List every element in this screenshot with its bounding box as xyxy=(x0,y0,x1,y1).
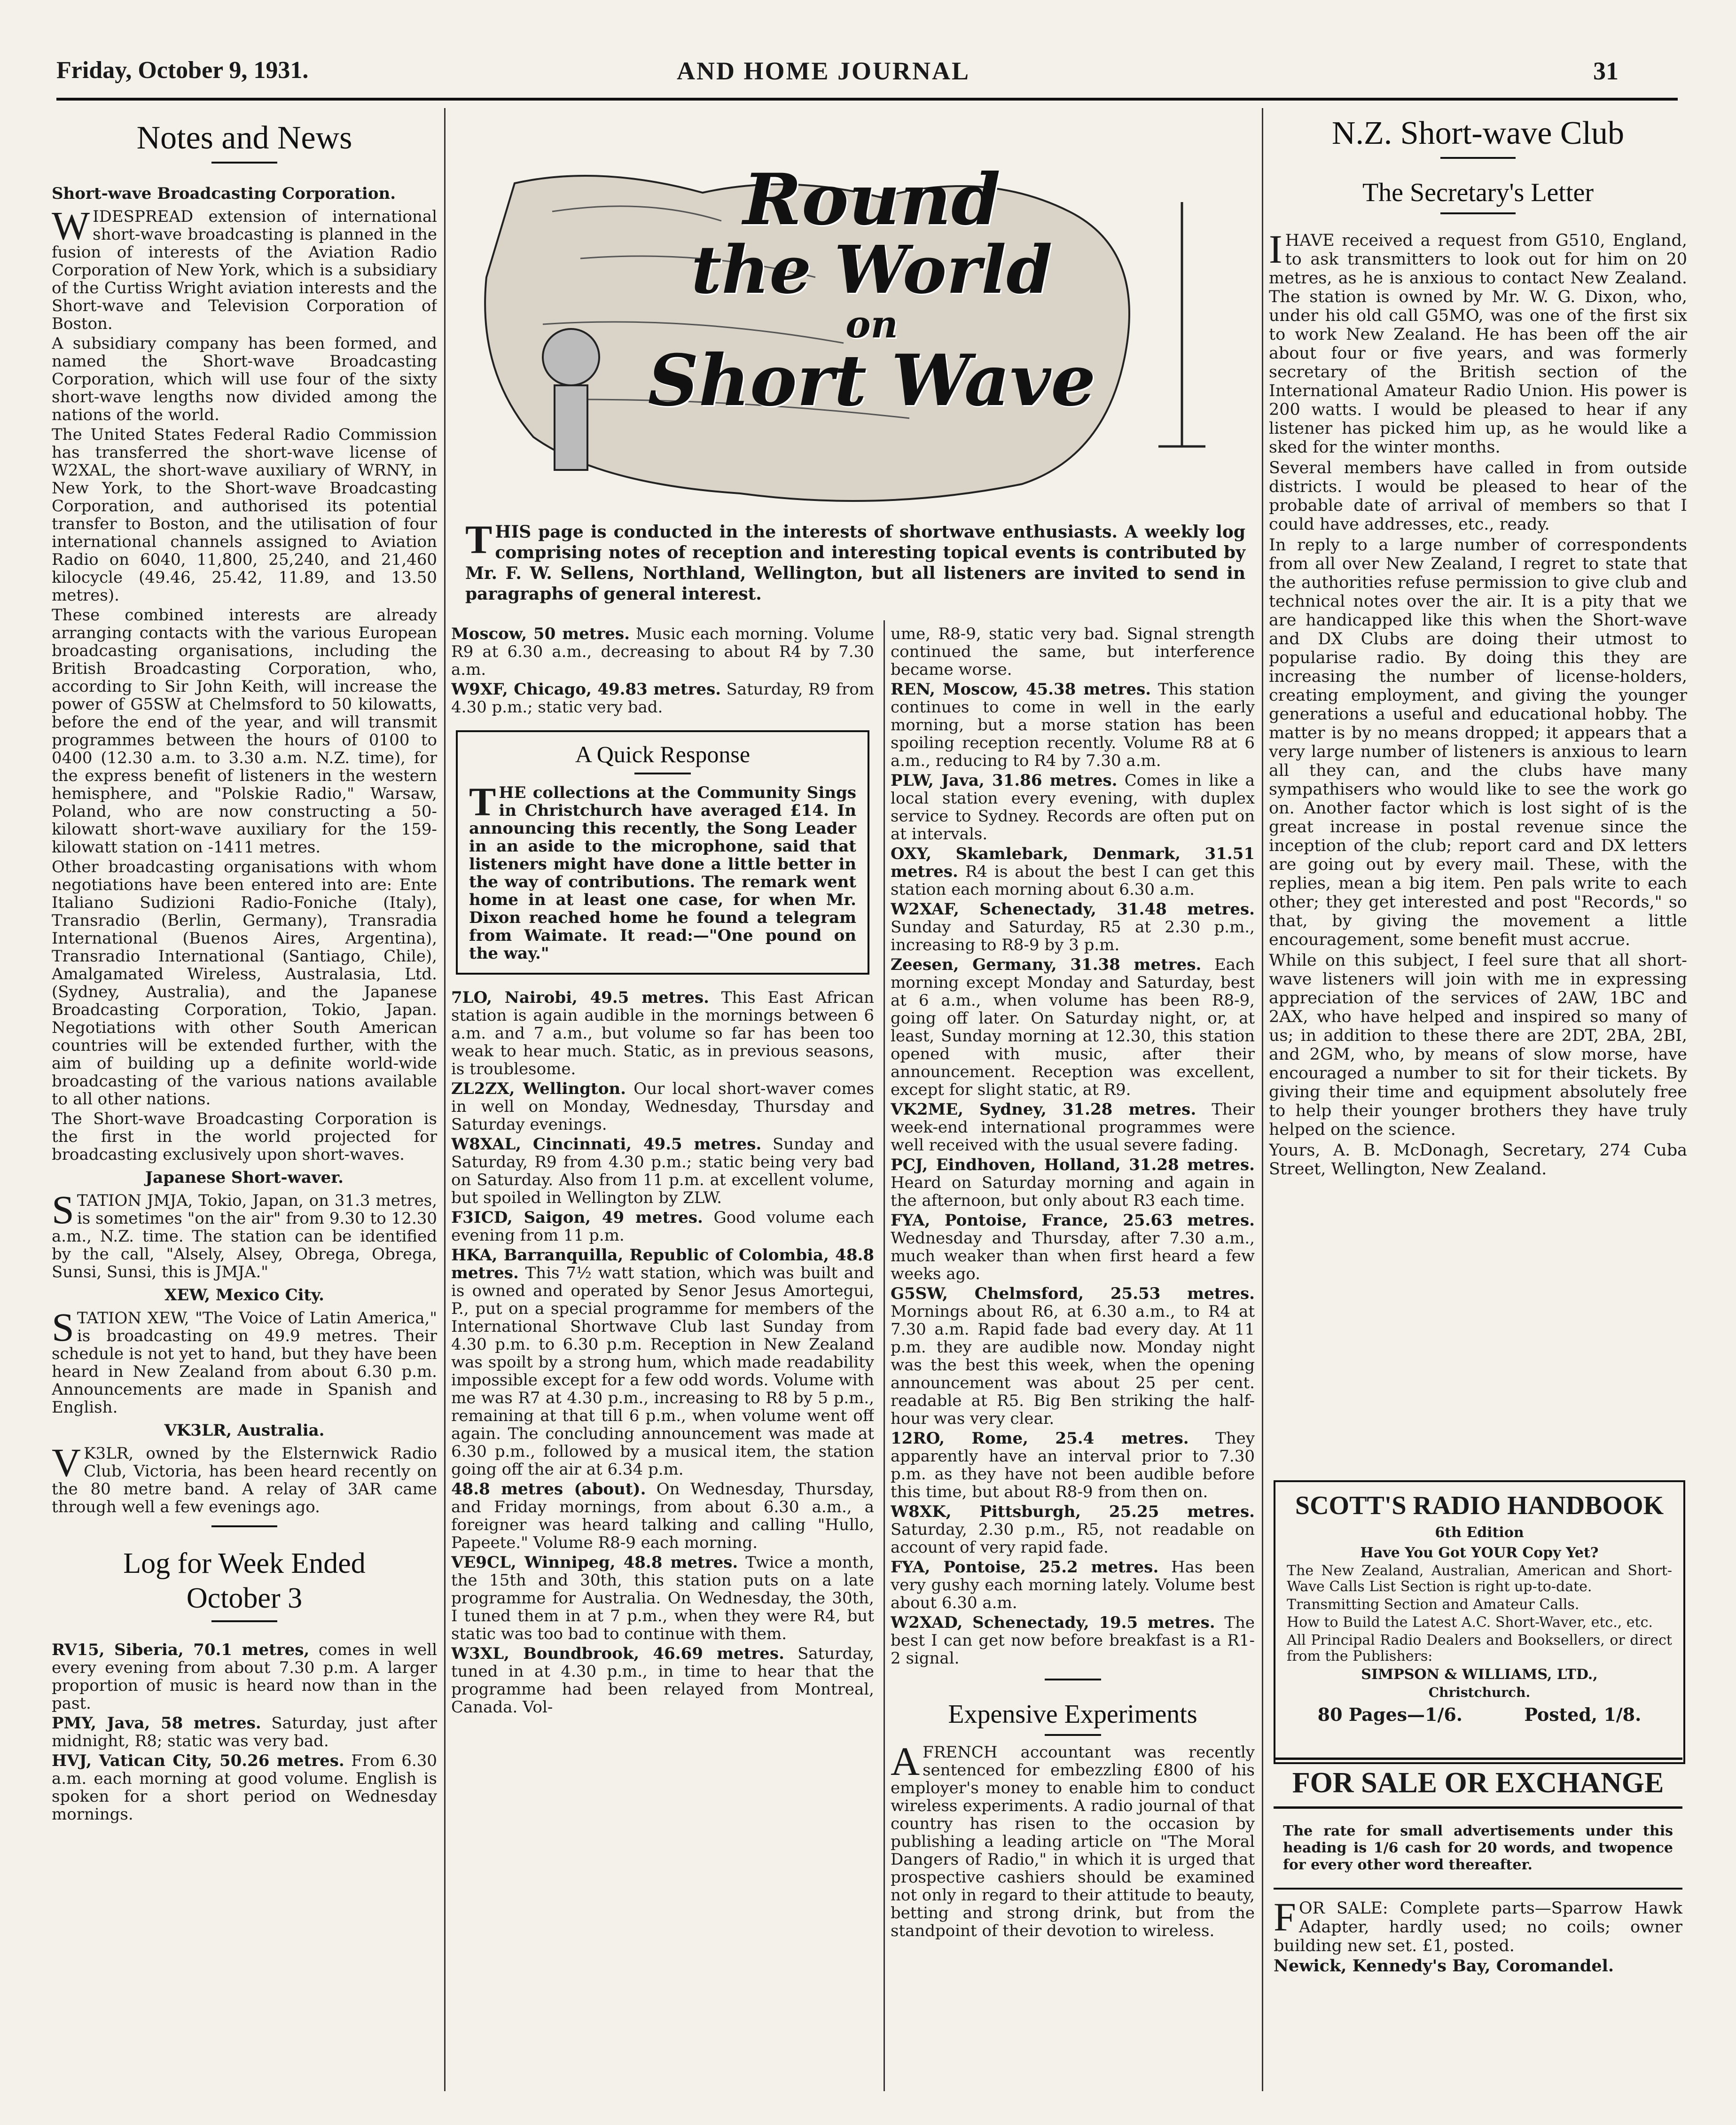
log-entry: VK2ME, Sydney, 31.28 metres. Their week-end international programmes were well received with the usual severe fading. xyxy=(891,1100,1255,1155)
notes-paragraph: V K3LR, owned by the Elsternwick Radio Club, Victoria, has been heard recently on the 80 metre band. A relay of 3AR came through well a few evenings ago. xyxy=(52,1440,437,1516)
column-rule xyxy=(884,620,885,2091)
log-entry: 48.8 metres (about). On Wednesday, Thursday, and Friday mornings, from about 6.30 a.m., a foreigner was heard talking and calling "Hullo, Papeete." Volume R8-9 each morning. xyxy=(451,1480,874,1552)
club-column xyxy=(1269,113,1687,1316)
column-rule xyxy=(1262,108,1263,2091)
ad-price: 80 Pages—1/6. Posted, 1/8. xyxy=(1317,1704,1642,1725)
ad-line: How to Build the Latest A.C. Short-Waver, etc., etc. xyxy=(1287,1614,1653,1631)
log-entry: HKA, Barranquilla, Republic of Colombia, 48.8 metres. This 7½ watt station, which was built and is owned and operated by Senor Jesus Amortegui, P., put on a special programme for members of the International Shortwave Club last Sunday from 4.30 p.m. to 6.30 p.m. Reception in New Zealand was spoilt by a strong hum, which made readability impossible except for a few odd words. Volume with me was R7 at 4.30 p.m., increasing to R8 by 5 p.m., remaining at that till 6 p.m., when volume went off again. The concluding announcement was made at 6.30 p.m., followed by a musical item, the station going off the air at 6.34 p.m. xyxy=(451,1246,874,1479)
ad-publisher: SIMPSON & WILLIAMS, LTD., xyxy=(1361,1666,1598,1683)
ad-title: SCOTT'S RADIO HANDBOOK xyxy=(1295,1491,1664,1520)
page-number: 31 xyxy=(1593,57,1619,85)
log-entry: FYA, Pontoise, France, 25.63 metres. Wednesday and Thursday, after 7.30 a.m., much weaker than when first heard a few weeks ago. xyxy=(891,1211,1255,1283)
log-entry: PMY, Java, 58 metres. Saturday, just after midnight, R8; static was very bad. xyxy=(52,1714,437,1750)
log-entry: W3XL, Boundbrook, 46.69 metres. Saturday, tuned in at 4.30 p.m., in time to hear that the programme had been relayed from Montreal, Canada. Vol- xyxy=(451,1644,874,1717)
log-middle-column xyxy=(451,625,874,2115)
feature-intro: THIS page is conducted in the interests of shortwave enthusiasts. A weekly log comprising notes of reception and interesting topical events is contributed by Mr. F. W. Sellens, Northland, Wellington, but all listeners are invited to send in paragraphs of general interest. xyxy=(465,517,1245,604)
ad-line: All Principal Radio Dealers and Booksellers, or direct from the Publishers: xyxy=(1287,1632,1672,1664)
log-entry: RV15, Siberia, 70.1 metres, comes in well every evening from about 7.30 p.m. A larger proportion of music is heard now than in the past. xyxy=(52,1641,437,1713)
notes-paragraph: STATION JMJA, Tokio, Japan, on 31.3 metres, is sometimes "on the air" from 9.30 to 12.30 a.m., N.Z. time. The station can be identified by the call, "Alsely, Alsey, Obrega, Obrega, Sunsi, Sunsi, this is JMJA." xyxy=(52,1187,437,1281)
ad-edition: 6th Edition xyxy=(1435,1524,1524,1541)
log-entry: Moscow, 50 metres. Music each morning. Volume R9 at 6.30 a.m., decreasing to about R4 by 7.30 a.m. xyxy=(451,625,874,679)
log-entry: REN, Moscow, 45.38 metres. This station continues to come in well in the early morning, but a morse station has been spoiling reception recently. Volume R8 at 6 a.m., reducing to R4 by 7.30 a.m. xyxy=(891,680,1255,770)
club-paragraph: In reply to a large number of correspondents from all over New Zealand, I regret to state that the authorities refuse permission to give club and technical notes over the air. It is a pity that we are handicapped like this when the Short-wave and DX Clubs are doing their utmost to popularise radio. By doing this they are increasing the number of license-holders, creating employment, and giving the younger generations a useful and educational hobby. The matter is by no means dropped; it appears that a very large number of listeners is anxious to learn all they can, and the clubs have many sympathisers who would like to see the work go on. Another factor which is lost sight of is the great increase in postal revenue since the inception of the club; report card and DX letters are going out by every mail. These, with the replies, mean a big item. Pen pals write to each other; they get interested and post "Records," so that, by giving the movement a little encouragement, some benefit must accrue. xyxy=(1269,536,1687,949)
column-rule xyxy=(444,108,446,2091)
header-rule xyxy=(56,98,1678,101)
club-title: N.Z. Short-wave Club xyxy=(1331,115,1625,151)
page-date: Friday, October 9, 1931. xyxy=(56,57,309,84)
club-signature: Yours, A. B. McDonagh, Secretary, 274 Cuba Street, Wellington, New Zealand. xyxy=(1269,1141,1687,1179)
log-entry: PLW, Java, 31.86 metres. Comes in like a local station every evening, with duplex service to Sydney. Records are often put on at intervals. xyxy=(891,771,1255,844)
ad-question: Have You Got YOUR Copy Yet? xyxy=(1360,1545,1599,1561)
for-sale-title: FOR SALE OR EXCHANGE xyxy=(1274,1758,1682,1809)
for-sale-item: FOR SALE: Complete parts—Sparrow Hawk Adapter, hardly used; no coils; owner building new set. £1, posted. xyxy=(1274,1894,1682,1955)
notes-paragraph: The Short-wave Broadcasting Corporation is the first in the world projected for broadcasting exclusively upon short-waves. xyxy=(52,1109,437,1164)
title-rule xyxy=(1440,212,1516,214)
notes-subhead: Japanese Short-waver. xyxy=(145,1168,344,1187)
notes-paragraph: STATION XEW, "The Voice of Latin America," is broadcasting on 49.9 metres. Their schedule is not yet to hand, but they have been heard in New Zealand from about 6.30 p.m. Announcements are made in Spanish and English. xyxy=(52,1305,437,1417)
banner-title: Round the World on Short Wave xyxy=(648,158,1096,422)
section-rule xyxy=(211,1525,277,1527)
expensive-experiments-title: Expensive Experiments xyxy=(948,1700,1197,1729)
title-rule xyxy=(211,1620,277,1622)
masthead: AND HOME JOURNAL xyxy=(677,57,970,85)
title-rule xyxy=(634,773,691,774)
log-entry: HVJ, Vatican City, 50.26 metres. From 6.30 a.m. each morning at good volume. English is spoken for a short period on Wednesday mornings. xyxy=(52,1751,437,1824)
scotts-handbook-ad xyxy=(1274,1480,1685,1764)
notes-column xyxy=(52,113,437,2110)
notes-title: Notes and News xyxy=(136,120,352,156)
notes-subhead: XEW, Mexico City. xyxy=(164,1286,324,1305)
log-title: Log for Week Ended October 3 xyxy=(123,1547,366,1614)
club-paragraph: Several members have called in from outside districts. I would be pleased to hear of the probable date of arrival of members so that I could have addresses, etc., ready. xyxy=(1269,459,1687,534)
notes-paragraph: A subsidiary company has been formed, and named the Short-wave Broadcasting Corporation, which will use four of the sixty short-wave lengths now divided among the nations of the world. xyxy=(52,334,437,424)
log-entry: W8XK, Pittsburgh, 25.25 metres. Saturday, 2.30 p.m., R5, not readable on account of very rapid fade. xyxy=(891,1502,1255,1557)
club-paragraph: While on this subject, I feel sure that all short-wave listeners will join with me in expressing appreciation of the services of 2AW, 1BC and 2AX, who have helped and inspired so many of us; in addition to these there are 2DT, 2BA, 2BI, and 2GM, who, by means of slow morse, have encouraged a number to sit for their tickets. By giving their time and equipment absolutely free to help their younger brothers they have truly helped on the science. xyxy=(1269,951,1687,1139)
section-rule xyxy=(1045,1679,1101,1680)
notes-paragraph: The United States Federal Radio Commission has transferred the short-wave license of W2XAL, the short-wave auxiliary of WRNY, in New York, to the Short-wave Broadcasting Corporation, and authorised its potential transfer to Boston, and the utilisation of four international channels assigned to Aviation Radio on 6040, 11,800, 25,240, and 21,460 kilocycle (49.46, 25.42, 11.89, and 13.50 metres). xyxy=(52,425,437,605)
notes-paragraph: WIDESPREAD extension of international short-wave broadcasting is planned in the fusion of interests of the Aviation Radio Corporation of New York, which is a subsidiary of the Curtiss Wright aviation interests and the Short-wave and Television Corporation of Boston. xyxy=(52,203,437,333)
log-right-column xyxy=(891,625,1255,2115)
log-entry: W8XAL, Cincinnati, 49.5 metres. Sunday and Saturday, R9 from 4.30 p.m.; static being very bad on Saturday. Also from 11 p.m. at excellent volume, but spoiled in Wellington by ZLW. xyxy=(451,1135,874,1207)
log-entry: 12RO, Rome, 25.4 metres. They apparently have an interval prior to 7.30 p.m. as they have not been audible before this time, but about R8-9 from then on. xyxy=(891,1429,1255,1501)
log-entry: W9XF, Chicago, 49.83 metres. Saturday, R9 from 4.30 p.m.; static very bad. xyxy=(451,680,874,717)
log-entry: FYA, Pontoise, 25.2 metres. Has been very gushy each morning lately. Volume best about 6.30 a.m. xyxy=(891,1558,1255,1612)
ad-city: Christchurch. xyxy=(1428,1685,1531,1700)
log-entry: OXY, Skamlebark, Denmark, 31.51 metres. R4 is about the best I can get this station each morning about 6.30 a.m. xyxy=(891,844,1255,899)
divider xyxy=(1274,1888,1682,1890)
for-sale-rate: The rate for small advertisements under this heading is 1/6 cash for 20 words, and twopence for every other word thereafter. xyxy=(1283,1823,1673,1873)
quick-response-box: A Quick Response THE collections at the Community Sings in Christchurch have averaged £14. In announcing this recently, the Song Leader in an aside to the microphone, said that listeners might have done a little better in the way of contributions. The remark went home in at least one case, for when Mr. Dixon reached home he found a telegram from Waimate. It read:—"One pound on the way." xyxy=(456,730,869,975)
log-entry: PCJ, Eindhoven, Holland, 31.28 metres. Heard on Saturday morning and again in the afternoon, but only about R3 each time. xyxy=(891,1156,1255,1210)
ad-line: Transmitting Section and Amateur Calls. xyxy=(1287,1596,1580,1613)
notes-subhead: VK3LR, Australia. xyxy=(164,1421,325,1440)
ad-line: The New Zealand, Australian, American and Short-Wave Calls List Section is right up-to-date. xyxy=(1287,1562,1672,1595)
log-entry: G5SW, Chelmsford, 25.53 metres. Mornings about R6, at 6.30 a.m., to R4 at 7.30 a.m. Rapid fade bad every day. At 11 p.m. they are audible now. Monday night was the best this week, when the opening announcement was about 25 per cent. readable at R5. Big Ben striking the half-hour was very clear. xyxy=(891,1284,1255,1428)
notes-paragraph: These combined interests are already arranging contacts with the various European broadcasting organisations, including the British Broadcasting Corporation, who, according to Sir John Keith, will increase the power of G5SW at Chelmsford to 50 kilowatts, before the end of the year, and will transmit programmes between the hours of 0100 to 0400 (12.30 a.m. to 3.30 a.m. N.Z. time), for the express benefit of listeners in the western hemisphere, and "Polskie Radio," Warsaw, Poland, who are now constructing a 50-kilowatt short-wave auxiliary for the 159-kilowatt station on -1411 metres. xyxy=(52,606,437,857)
expensive-experiments-text: AFRENCH accountant was recently sentenced for embezzling £800 of his employer's money to enable him to conduct wireless experiments. A radio journal of that country has risen to the occasion by publishing a leading article on "The Moral Dangers of Radio," in which it is urged that prospective cashiers should be examined not only in regard to their attitude to beauty, betting and strong drink, but from the standpoint of their devotion to wireless. xyxy=(891,1739,1255,1940)
notes-subhead: Short-wave Broadcasting Corporation. xyxy=(52,184,396,203)
log-entry: ZL2ZX, Wellington. Our local short-waver comes in well on Monday, Wednesday, Thursday and Saturday evenings. xyxy=(451,1079,874,1134)
title-rule xyxy=(1045,1734,1101,1736)
club-subtitle: The Secretary's Letter xyxy=(1362,178,1594,207)
log-entry: W2XAD, Schenectady, 19.5 metres. The best I can get now before breakfast is a R1-2 signal. xyxy=(891,1613,1255,1668)
quick-response-title: A Quick Response xyxy=(575,741,751,767)
for-sale-section xyxy=(1274,1758,1682,2086)
log-entry: 7LO, Nairobi, 49.5 metres. This East African station is again audible in the mornings between 6 a.m. and 7 a.m., but volume so far has been too weak to hear much. Static, as in previous seasons, is troublesome. xyxy=(451,988,874,1078)
club-paragraph: IHAVE received a request from G510, England, to ask transmitters to look out for him on 20 metres, as he is anxious to contact New Zealand. The station is owned by Mr. W. G. Dixon, who, under his old call G5MO, was one of the first six to work New Zealand. He has been off the air about four or five years, and was formerly secretary of the British section of the International Amateur Radio Union. His power is 200 watts. I would be pleased to hear if any listener has picked him up, as he would like a sked for the winter months. xyxy=(1269,227,1687,457)
title-rule xyxy=(1440,157,1516,159)
round-the-world-banner xyxy=(458,155,1252,522)
notes-paragraph: Other broadcasting organisations with whom negotiations have been entered into are: Ente Italiano Sudizioni Radio-Foniche (Italy), Transradio (Berlin, Germany), Transradia International (Buenos Aires, Argentina), Transradio International (Santiago, Chile), Amalgamated Wireless, Australasia, Ltd. (Sydney, Australia), and the Japanese Broadcasting Corporation, Tokio, Japan. Negotiations with other South American countries will be extended further, with the aim of building up a definite world-wide broadcasting of the various nations available to all other nations. xyxy=(52,858,437,1109)
log-entry: W2XAF, Schenectady, 31.48 metres. Sunday and Saturday, R5 at 2.30 p.m., increasing to R8-9 by 3 p.m. xyxy=(891,900,1255,954)
log-entry: VE9CL, Winnipeg, 48.8 metres. Twice a month, the 15th and 30th, this station puts on a late programme for Australia. On Wednesday, the 30th, I tuned them in at 7 p.m., when they were R4, but static was too bad to continue with them. xyxy=(451,1553,874,1643)
log-entry: Zeesen, Germany, 31.38 metres. Each morning except Monday and Saturday, best at 6 a.m., when volume has been R8-9, going off later. On Saturday night, or, at least, Sunday morning at 12.30, this station opened with music, after their announcement. Reception was excellent, except for slight static, at R9. xyxy=(891,955,1255,1099)
title-rule xyxy=(211,162,277,164)
log-entry: ume, R8-9, static very bad. Signal strength continued the same, but interference became worse. xyxy=(891,625,1255,679)
for-sale-contact: Newick, Kennedy's Bay, Coromandel. xyxy=(1274,1956,1614,1976)
log-entry: F3ICD, Saigon, 49 metres. Good volume each evening from 11 p.m. xyxy=(451,1208,874,1245)
